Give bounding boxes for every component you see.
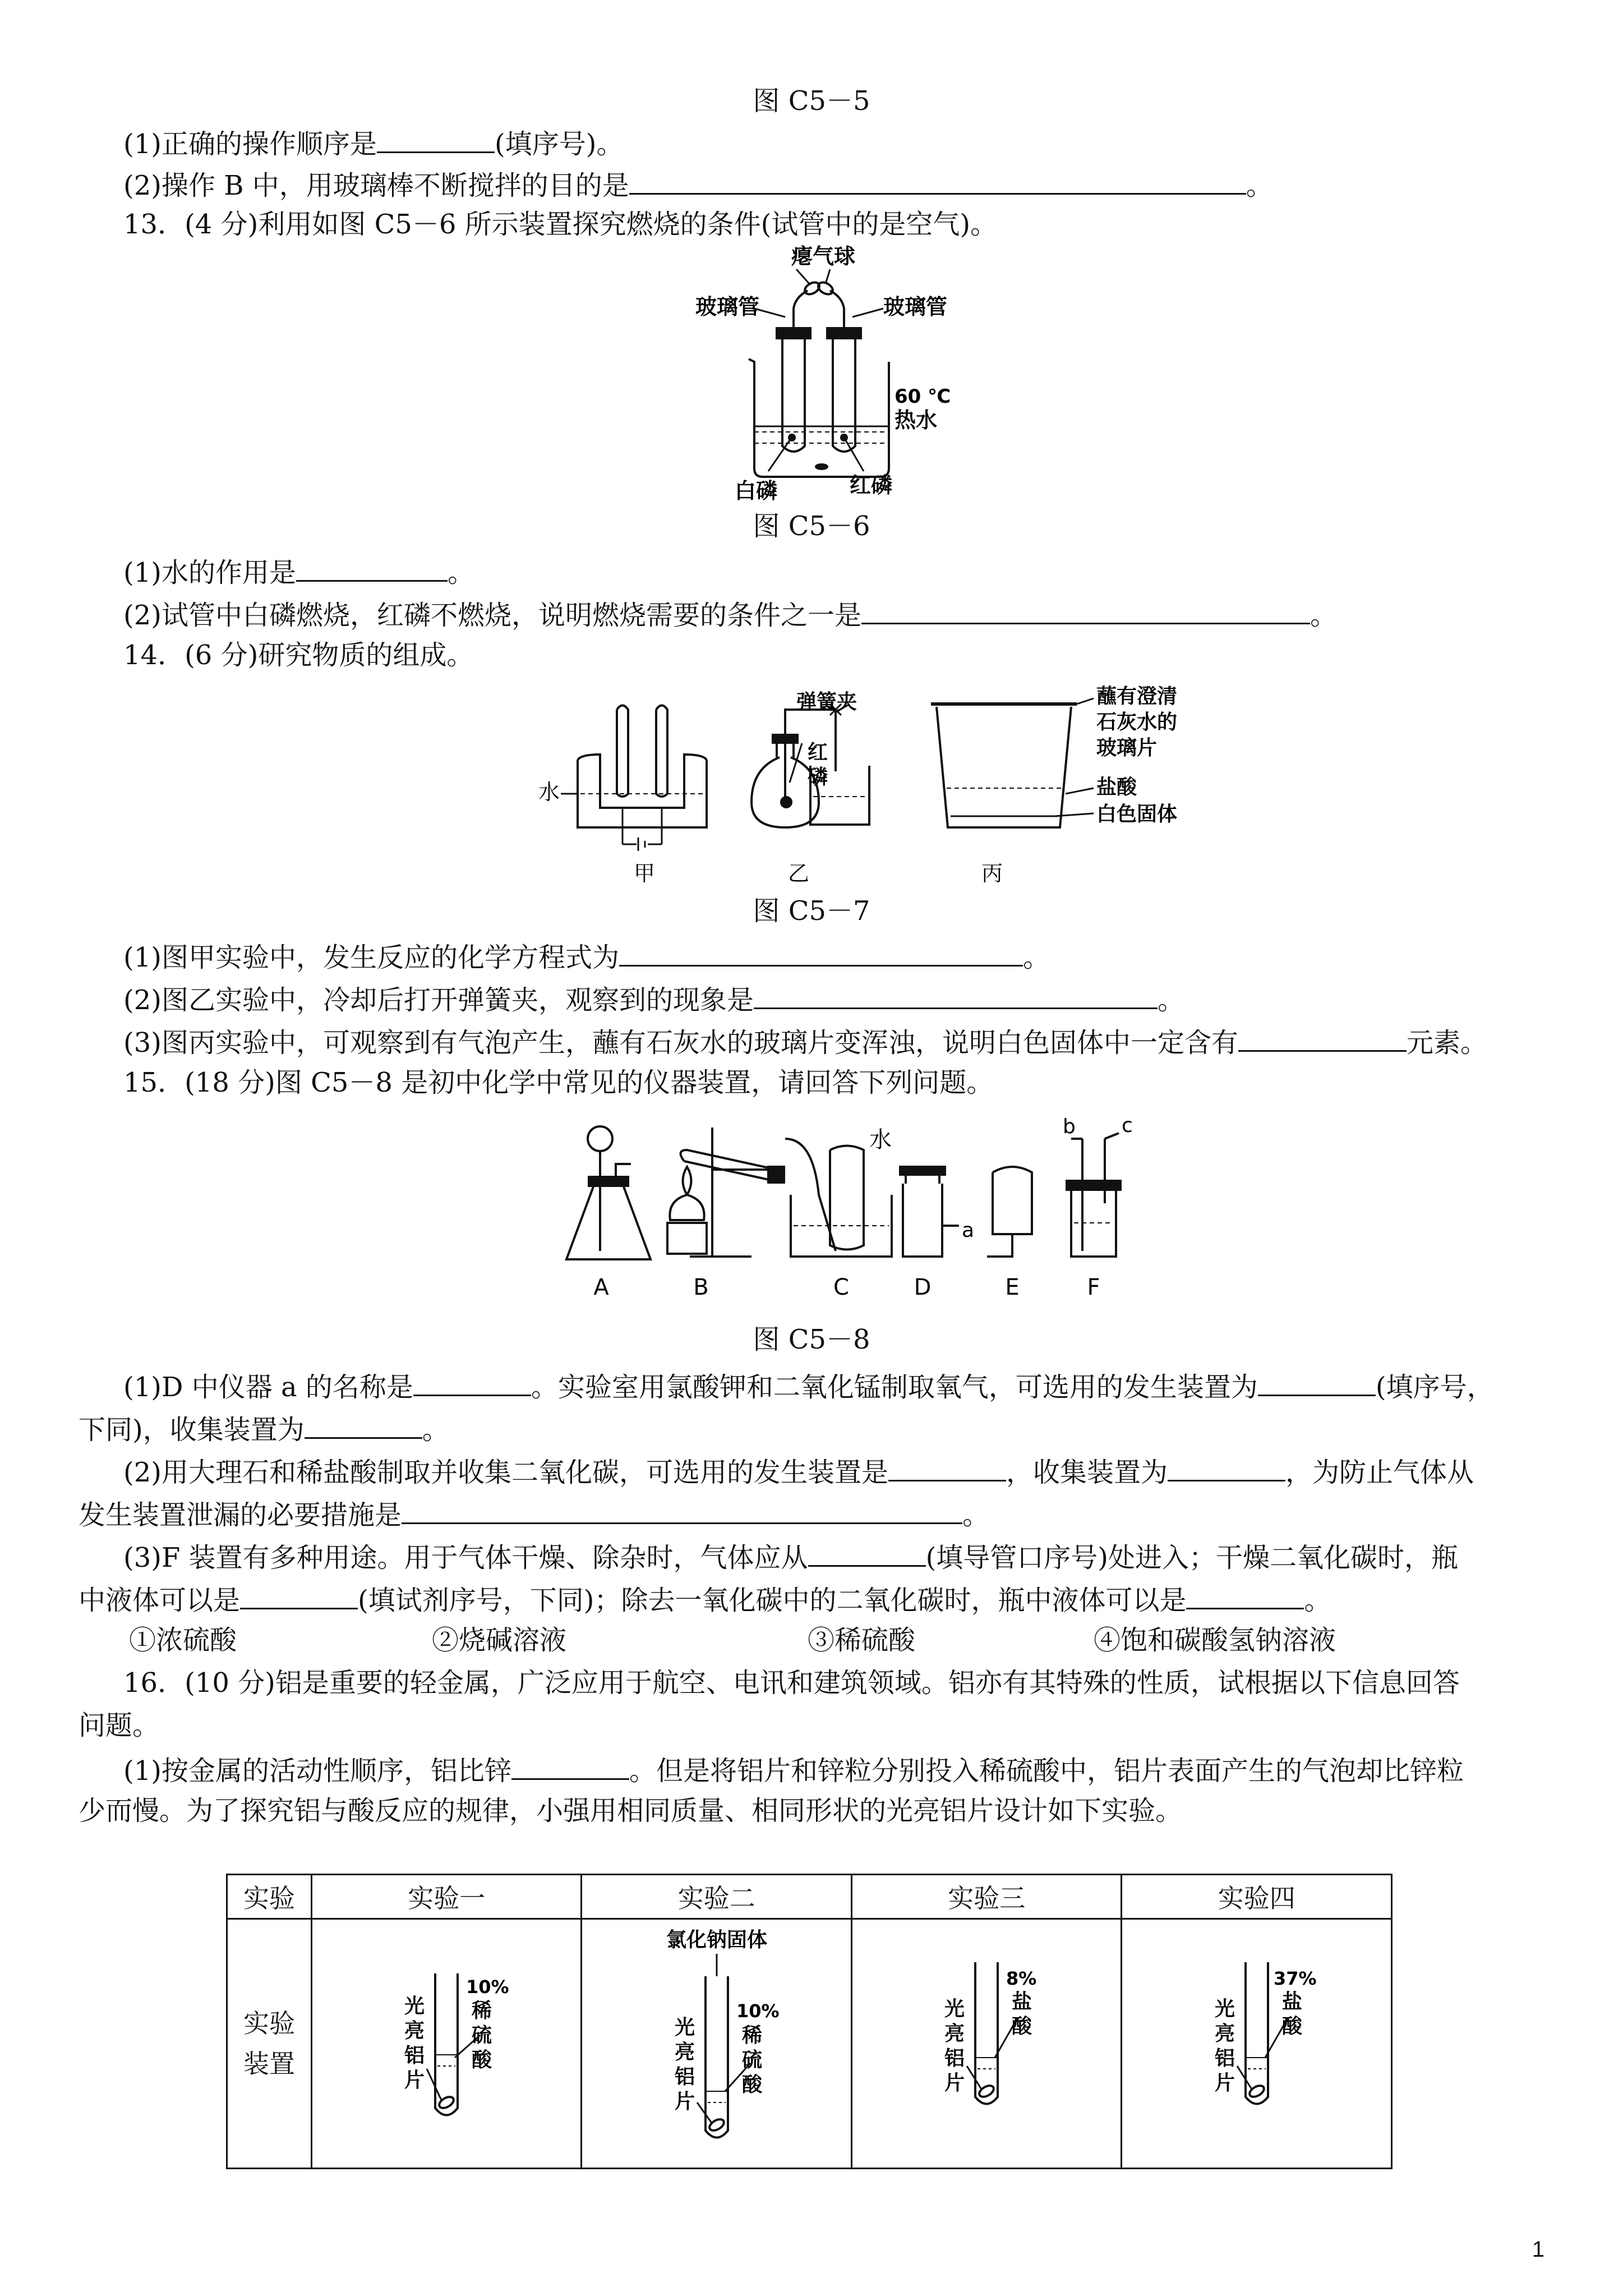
label-D: D <box>914 1274 932 1300</box>
label-yi: 乙 <box>788 861 810 886</box>
row-label-1: 实验 <box>243 2008 295 2039</box>
q14-part1: (1)图甲实验中，发生反应的化学方程式为 。 <box>123 938 1050 974</box>
label-reagent-2: 酸 <box>1281 2014 1302 2038</box>
table-header: 实验二 <box>582 1875 852 1919</box>
label-bright: 光 <box>404 1994 425 2018</box>
label-sheet: 片 <box>944 2071 965 2095</box>
label-balloon: 瘪气球 <box>791 244 856 269</box>
label-aluminum: 铝 <box>944 2046 965 2070</box>
label-sodium-chloride-solid: 氯化钠固体 <box>666 1928 767 1952</box>
label-shiny: 亮 <box>674 2040 695 2064</box>
answer-blank[interactable] <box>808 1538 926 1567</box>
experiment-4-test-tube <box>1173 1923 1341 2159</box>
figure-c5-7-composition-experiments <box>538 685 1178 889</box>
table-header: 实验四 <box>1122 1875 1392 1919</box>
table-row <box>227 1919 1392 2169</box>
answer-blank[interactable] <box>305 1410 422 1439</box>
experiment-4-cell <box>1122 1919 1392 2169</box>
label-sheet: 片 <box>404 2068 425 2092</box>
answer-blank[interactable] <box>1238 1023 1407 1052</box>
label-a: a <box>962 1219 975 1242</box>
label-reagent-3: 酸 <box>741 2073 762 2096</box>
label-concentration: 8% <box>1006 1967 1037 1989</box>
q16-stem-line2: 问题。 <box>79 1710 160 1741</box>
figure-caption-c5-7: 图 C5－7 <box>753 895 870 927</box>
q15-part2-line1: (2)用大理石和稀盐酸制取并收集二氧化碳，可选用的发生装置是 ，收集装置为 ，为防止气体从 <box>123 1453 1474 1489</box>
answer-blank[interactable] <box>861 596 1310 624</box>
figure-caption-c5-8: 图 C5－8 <box>753 1324 870 1355</box>
figure-c5-8-lab-apparatus <box>555 1116 1441 1315</box>
experiment-table <box>226 1874 1393 2169</box>
answer-blank[interactable] <box>754 981 1158 1009</box>
experiment-2-cell <box>582 1919 852 2169</box>
label-phosphorus: 磷 <box>808 766 828 789</box>
label-shiny: 亮 <box>944 2022 965 2045</box>
label-glass-1: 蘸有澄清 <box>1096 685 1178 708</box>
experiment-3-cell <box>851 1919 1122 2169</box>
label-reagent-2: 硫 <box>472 2023 492 2047</box>
answer-blank[interactable] <box>629 166 1246 195</box>
label-reagent-2: 酸 <box>1012 2014 1032 2038</box>
label-glass-tube-left: 玻璃管 <box>695 295 760 319</box>
label-white-phosphorus: 白磷 <box>735 478 778 503</box>
label-c: c <box>1122 1114 1133 1137</box>
label-hot-water: 热水 <box>895 408 938 432</box>
label-shiny: 亮 <box>404 2019 425 2042</box>
label-C: C <box>833 1274 849 1300</box>
label-water: 水 <box>869 1127 892 1153</box>
experiment-2-test-tube <box>633 1923 801 2159</box>
label-reagent-2: 硫 <box>741 2048 762 2072</box>
label-bright: 光 <box>944 1997 965 2021</box>
q15-part1-line2: 下同)，收集装置为 。 <box>79 1410 449 1447</box>
label-temperature: 60 ℃ <box>895 385 951 408</box>
q15-option-2: ②烧碱溶液 <box>432 1625 567 1656</box>
answer-blank[interactable] <box>296 553 448 582</box>
label-reagent-1: 稀 <box>472 1999 492 2022</box>
label-F: F <box>1087 1274 1100 1300</box>
answer-blank[interactable] <box>377 125 495 153</box>
experiment-3-test-tube <box>902 1923 1071 2159</box>
answer-blank[interactable] <box>240 1581 358 1609</box>
page-number: 1 <box>1532 2237 1544 2262</box>
q16-part1-line2: 少而慢。为了探究铝与酸反应的规律，小强用相同质量、相同形状的光亮铝片设计如下实验。 <box>79 1795 1183 1826</box>
label-b: b <box>1063 1115 1076 1138</box>
label-red-phosphorus: 红磷 <box>850 473 893 498</box>
figure-caption-c5-6: 图 C5－6 <box>753 510 870 542</box>
q16-part1-line1: (1)按金属的活动性顺序，铝比锌 。但是将铝片和锌粒分别投入稀硫酸中，铝片表面产生的气泡却比锌粒 <box>123 1751 1464 1788</box>
q13-part2: (2)试管中白磷燃烧，红磷不燃烧，说明燃烧需要的条件之一是 。 <box>123 596 1337 632</box>
experiment-1-cell <box>311 1919 582 2169</box>
q15-stem: 15．(18 分)图 C5－8 是初中化学中常见的仪器装置，请回答下列问题。 <box>123 1067 994 1098</box>
label-glass-2: 石灰水的 <box>1096 711 1178 734</box>
label-aluminum: 铝 <box>404 2044 425 2067</box>
table-header-row <box>227 1875 1392 1919</box>
q14-stem: 14．(6 分)研究物质的组成。 <box>123 639 474 671</box>
figure-caption-c5-5: 图 C5－5 <box>753 85 870 117</box>
label-reagent-1: 盐 <box>1281 1990 1302 2013</box>
q13-part1: (1)水的作用是 。 <box>123 553 474 590</box>
label-spring-clip: 弹簧夹 <box>796 691 857 714</box>
label-B: B <box>693 1274 709 1300</box>
table-header: 实验一 <box>311 1875 582 1919</box>
label-A: A <box>593 1274 609 1300</box>
label-sheet: 片 <box>1214 2071 1235 2095</box>
label-reagent-1: 盐 <box>1012 1990 1032 2013</box>
q16-stem-line1: 16．(10 分)铝是重要的轻金属，广泛应用于航空、电讯和建筑领域。铝亦有其特殊的性质，试根据以下信息回答 <box>123 1667 1460 1699</box>
label-bing: 丙 <box>981 861 1003 886</box>
answer-blank[interactable] <box>888 1453 1006 1481</box>
q15-part2-line2: 发生装置泄漏的必要措施是 。 <box>79 1496 989 1532</box>
q12-part1: (1)正确的操作顺序是 (填序号)。 <box>123 125 623 161</box>
label-shiny: 亮 <box>1214 2022 1235 2045</box>
answer-blank[interactable] <box>511 1751 629 1780</box>
label-red: 红 <box>808 741 828 764</box>
label-glass-tube-right: 玻璃管 <box>883 295 948 319</box>
label-glass-3: 玻璃片 <box>1096 737 1158 760</box>
q14-part2: (2)图乙实验中，冷却后打开弹簧夹，观察到的现象是 。 <box>123 981 1184 1017</box>
table-header: 实验三 <box>851 1875 1122 1919</box>
label-E: E <box>1005 1274 1020 1300</box>
label-hydrochloric-acid: 盐酸 <box>1096 776 1137 799</box>
label-sheet: 片 <box>674 2090 695 2113</box>
label-jia: 甲 <box>634 861 656 886</box>
q13-stem: 13．(4 分)利用如图 C5－6 所示装置探究燃烧的条件(试管中的是空气)。 <box>123 209 998 240</box>
q15-part3-line2: 中液体可以是 (填试剂序号，下同)；除去一氧化碳中的二氧化碳时，瓶中液体可以是 。 <box>79 1581 1331 1617</box>
label-bright: 光 <box>1214 1997 1235 2021</box>
figure-c5-6-combustion-apparatus <box>695 244 965 510</box>
label-bright: 光 <box>674 2016 695 2039</box>
label-reagent-1: 稀 <box>741 2023 762 2047</box>
row-label-2: 装置 <box>243 2049 295 2079</box>
q15-part1-line1: (1)D 中仪器 a 的名称是 。实验室用氯酸钾和二氧化锰制取氧气，可选用的发生装置为 (填序号， <box>123 1368 1494 1404</box>
answer-blank[interactable] <box>402 1496 962 1524</box>
q15-option-3: ③稀硫酸 <box>808 1625 916 1656</box>
label-reagent-3: 酸 <box>472 2048 492 2072</box>
label-concentration: 10% <box>736 2000 780 2022</box>
label-water: 水 <box>538 780 560 804</box>
label-aluminum: 铝 <box>1214 2046 1235 2070</box>
answer-blank[interactable] <box>1258 1368 1376 1396</box>
q15-option-4: ④饱和碳酸氢钠溶液 <box>1094 1625 1336 1656</box>
answer-blank[interactable] <box>413 1368 531 1396</box>
label-aluminum: 铝 <box>674 2065 695 2088</box>
row-label-cell <box>227 1919 312 2169</box>
answer-blank[interactable] <box>1186 1581 1304 1609</box>
label-concentration: 10% <box>466 1976 509 1998</box>
answer-blank[interactable] <box>619 938 1023 967</box>
label-concentration: 37% <box>1273 1967 1317 1989</box>
answer-blank[interactable] <box>1168 1453 1285 1481</box>
q12-part2: (2)操作 B 中，用玻璃棒不断搅拌的目的是 。 <box>123 166 1273 203</box>
q15-part3-line1: (3)F 装置有多种用途。用于气体干燥、除杂时，气体应从 (填导管口序号)处进入；干燥二氧化碳时，瓶 <box>123 1538 1458 1575</box>
q15-option-1: ①浓硫酸 <box>129 1625 237 1656</box>
q14-part3: (3)图丙实验中，可观察到有气泡产生，蘸有石灰水的玻璃片变浑浊，说明白色固体中一定含有 元素。 <box>123 1023 1487 1060</box>
experiment-1-test-tube <box>362 1923 531 2159</box>
table-header: 实验 <box>227 1875 312 1919</box>
label-white-solid: 白色固体 <box>1096 803 1178 826</box>
